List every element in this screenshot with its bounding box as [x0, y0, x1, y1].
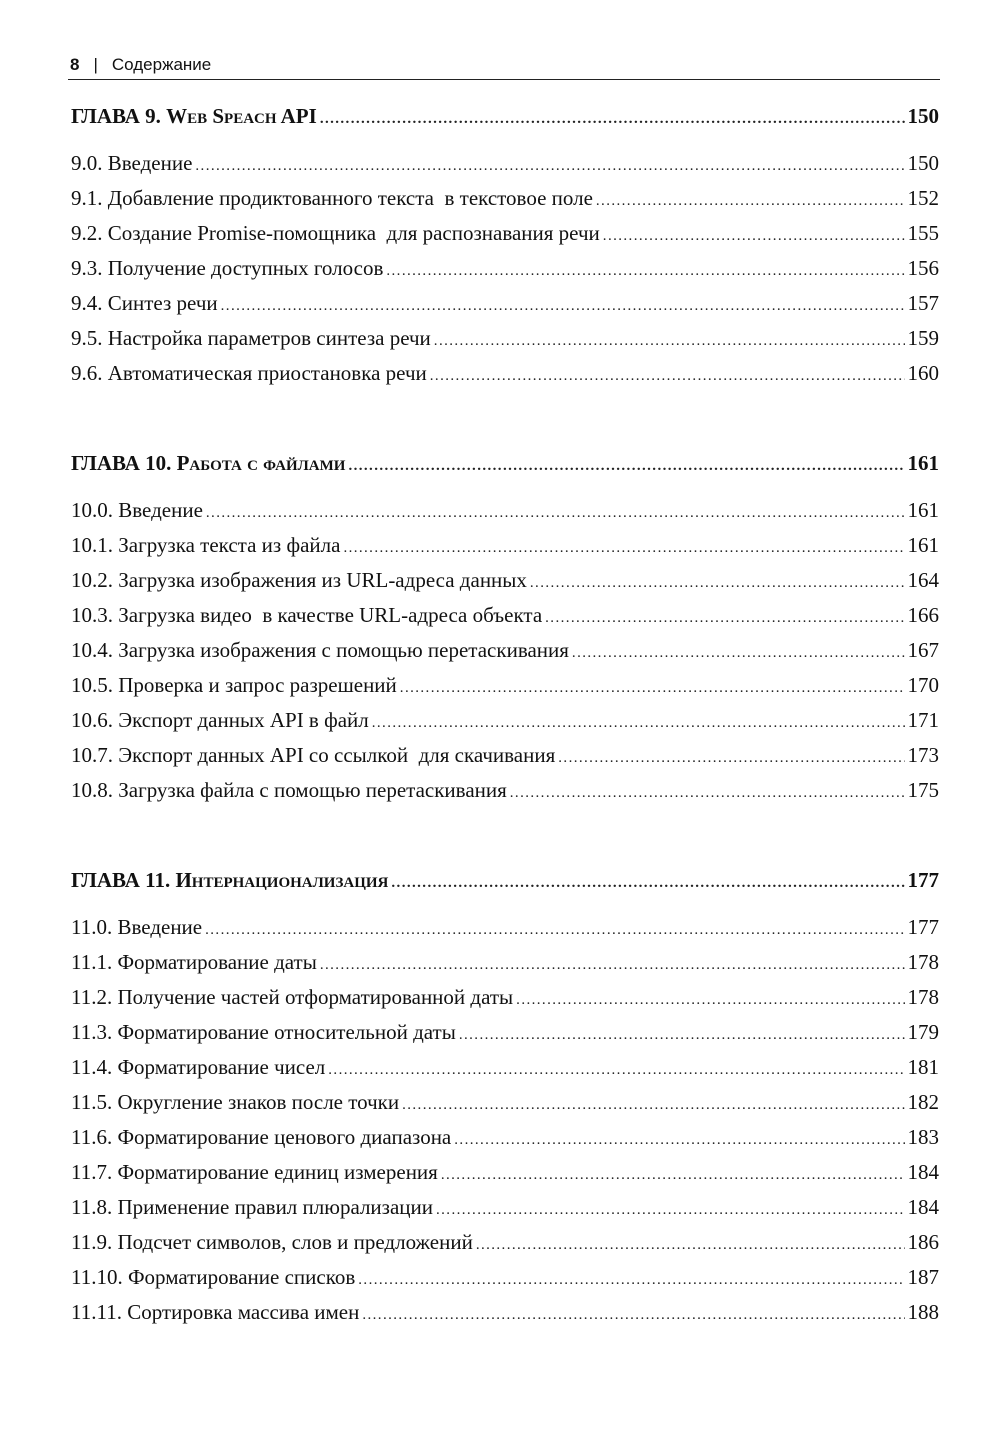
chapter-label: ГЛАВА 9. [71, 104, 167, 128]
dot-leader [558, 750, 904, 767]
dot-leader [221, 298, 905, 315]
toc-entry-page-number: 182 [907, 1090, 939, 1114]
dot-leader [596, 193, 905, 210]
chapter-name: Работа с файлами [176, 451, 346, 475]
toc-entry[interactable] [71, 1020, 939, 1050]
toc-entry-page-number: 161 [907, 498, 939, 522]
toc-entry[interactable] [71, 638, 939, 668]
toc-entry-page-number: 150 [907, 151, 939, 175]
toc-entry-title: 9.5. Настройка параметров синтеза речи [71, 326, 431, 350]
toc-entry[interactable] [71, 1300, 939, 1330]
toc-entry[interactable] [71, 498, 939, 528]
toc-entry-title: 11.3. Форматирование относительной даты [71, 1020, 456, 1044]
page-number: 8 [70, 55, 80, 74]
toc-entry-page-number: 156 [907, 256, 939, 280]
toc-entry-page-number: 184 [907, 1160, 939, 1184]
toc-entry-title: 10.7. Экспорт данных API со ссылкой для скачивания [71, 743, 556, 767]
header-separator: | [93, 55, 98, 74]
toc-entry-title: 10.8. Загрузка файла с помощью перетаскивания [71, 778, 507, 802]
toc-entry-page-number: 187 [907, 1265, 939, 1289]
dot-leader [459, 1027, 905, 1044]
toc-entry[interactable] [71, 673, 939, 703]
chapter-label: ГЛАВА 10. [71, 451, 177, 475]
toc-entry-title: 11.9. Подсчет символов, слов и предложений [71, 1230, 473, 1254]
toc-entry[interactable] [71, 603, 939, 633]
toc-entry-page-number: 171 [907, 708, 939, 732]
toc-entry-title: 11.4. Форматирование чисел [71, 1055, 326, 1079]
chapter-name: Web Speach API [166, 104, 317, 128]
toc-entry-title: 11.8. Применение правил плюрализации [71, 1195, 433, 1219]
section-title: Содержание [111, 55, 212, 74]
toc-entry-title: 11.11. Сортировка массива имен [71, 1300, 360, 1324]
chapter-page-number: 150 [907, 104, 939, 128]
toc-entry-page-number: 186 [907, 1230, 939, 1254]
chapter-title [71, 104, 317, 129]
dot-leader [328, 1062, 904, 1079]
toc-entry-page-number: 155 [907, 221, 939, 245]
toc-entry-page-number: 166 [907, 603, 939, 627]
toc-entry[interactable] [71, 1195, 939, 1225]
chapter-page-number: 177 [907, 868, 939, 892]
toc-entry[interactable] [71, 1055, 939, 1085]
toc-entry-page-number: 152 [907, 186, 939, 210]
toc-entry-title: 9.6. Автоматическая приостановка речи [71, 361, 427, 385]
chapter-name: Интернационализация [175, 868, 389, 892]
toc-entry-page-number: 175 [907, 778, 939, 802]
toc-entry[interactable] [71, 291, 939, 321]
dot-leader [400, 680, 905, 697]
chapter-title [71, 868, 388, 893]
toc-entry-title: 11.1. Форматирование даты [71, 950, 317, 974]
toc-entry-page-number: 188 [907, 1300, 939, 1324]
toc-entry-page-number: 167 [907, 638, 939, 662]
chapter-heading[interactable] [71, 104, 939, 134]
toc-entry-page-number: 160 [907, 361, 939, 385]
dot-leader [386, 263, 904, 280]
dot-leader [348, 458, 904, 475]
toc-entry-title: 10.2. Загрузка изображения из URL-адреса данных [71, 568, 527, 592]
dot-leader [510, 785, 905, 802]
dot-leader [530, 575, 905, 592]
dot-leader [320, 957, 905, 974]
toc-entry-page-number: 179 [907, 1020, 939, 1044]
toc-entry-page-number: 178 [907, 985, 939, 1009]
dot-leader [476, 1237, 905, 1254]
toc-entry-title: 11.6. Форматирование ценового диапазона [71, 1125, 452, 1149]
toc-entry[interactable] [71, 186, 939, 216]
toc-entry[interactable] [71, 1090, 939, 1120]
toc-entry-title: 9.0. Введение [71, 151, 193, 175]
toc-entry[interactable] [71, 1125, 939, 1155]
toc-entry-page-number: 184 [907, 1195, 939, 1219]
toc-entry-page-number: 181 [907, 1055, 939, 1079]
toc-entry[interactable] [71, 1265, 939, 1295]
dot-leader [372, 715, 905, 732]
toc-entry[interactable] [71, 221, 939, 251]
toc-entry-page-number: 173 [907, 743, 939, 767]
toc-entry-title: 11.5. Округление знаков после точки [71, 1090, 400, 1114]
chapter-heading[interactable] [71, 451, 939, 481]
toc-entry[interactable] [71, 256, 939, 286]
chapter-label: ГЛАВА 11. [71, 868, 176, 892]
toc-entry[interactable] [71, 533, 939, 563]
dot-leader [320, 111, 905, 128]
toc-entry[interactable] [71, 743, 939, 773]
toc-entry[interactable] [71, 778, 939, 808]
toc-entry-page-number: 177 [907, 915, 939, 939]
dot-leader [436, 1202, 905, 1219]
toc-entry-page-number: 161 [907, 533, 939, 557]
toc-entry-title: 10.0. Введение [71, 498, 203, 522]
toc-entry-page-number: 178 [907, 950, 939, 974]
toc-entry[interactable] [71, 326, 939, 356]
toc-entry[interactable] [71, 1160, 939, 1190]
toc-entry-page-number: 164 [907, 568, 939, 592]
running-head [70, 55, 211, 75]
toc-entry[interactable] [71, 915, 939, 945]
toc-entry-title: 11.10. Форматирование списков [71, 1265, 356, 1289]
dot-leader [603, 228, 905, 245]
toc-entry-title: 10.1. Загрузка текста из файла [71, 533, 341, 557]
dot-leader [516, 992, 904, 1009]
toc-entry-page-number: 170 [907, 673, 939, 697]
dot-leader [362, 1307, 904, 1324]
toc-entry-title: 11.2. Получение частей отформатированной даты [71, 985, 514, 1009]
toc-entry-title: 9.4. Синтез речи [71, 291, 218, 315]
dot-leader [391, 875, 904, 892]
chapter-title [71, 451, 345, 476]
dot-leader [545, 610, 904, 627]
toc-entry[interactable] [71, 950, 939, 980]
toc-entry[interactable] [71, 1230, 939, 1260]
toc-entry-title: 9.1. Добавление продиктованного текста в текстовое поле [71, 186, 593, 210]
toc-entry-title: 11.0. Введение [71, 915, 203, 939]
toc-entry-title: 10.4. Загрузка изображения с помощью перетаскивания [71, 638, 569, 662]
dot-leader [195, 158, 904, 175]
dot-leader [572, 645, 905, 662]
toc-entry-page-number: 183 [907, 1125, 939, 1149]
dot-leader [343, 540, 904, 557]
toc-entry[interactable] [71, 985, 939, 1015]
toc-entry[interactable] [71, 151, 939, 181]
toc-entry-title: 10.3. Загрузка видео в качестве URL-адреса объекта [71, 603, 543, 627]
toc-entry-title: 9.3. Получение доступных голосов [71, 256, 384, 280]
toc-entry-title: 11.7. Форматирование единиц измерения [71, 1160, 438, 1184]
chapter-page-number: 161 [907, 451, 939, 475]
dot-leader [206, 505, 905, 522]
toc-entry-title: 9.2. Создание Promise-помощника для распознавания речи [71, 221, 600, 245]
dot-leader [358, 1272, 904, 1289]
header-rule [68, 79, 940, 80]
toc-entry-page-number: 157 [907, 291, 939, 315]
chapter-heading[interactable] [71, 868, 939, 898]
dot-leader [205, 922, 904, 939]
dot-leader [441, 1167, 905, 1184]
dot-leader [430, 368, 905, 385]
dot-leader [454, 1132, 904, 1149]
toc-entry-title: 10.6. Экспорт данных API в файл [71, 708, 369, 732]
toc-entry[interactable] [71, 361, 939, 391]
dot-leader [434, 333, 905, 350]
toc-entry-page-number: 159 [907, 326, 939, 350]
toc-entry[interactable] [71, 708, 939, 738]
dot-leader [402, 1097, 904, 1114]
toc-entry-title: 10.5. Проверка и запрос разрешений [71, 673, 397, 697]
toc-entry[interactable] [71, 568, 939, 598]
